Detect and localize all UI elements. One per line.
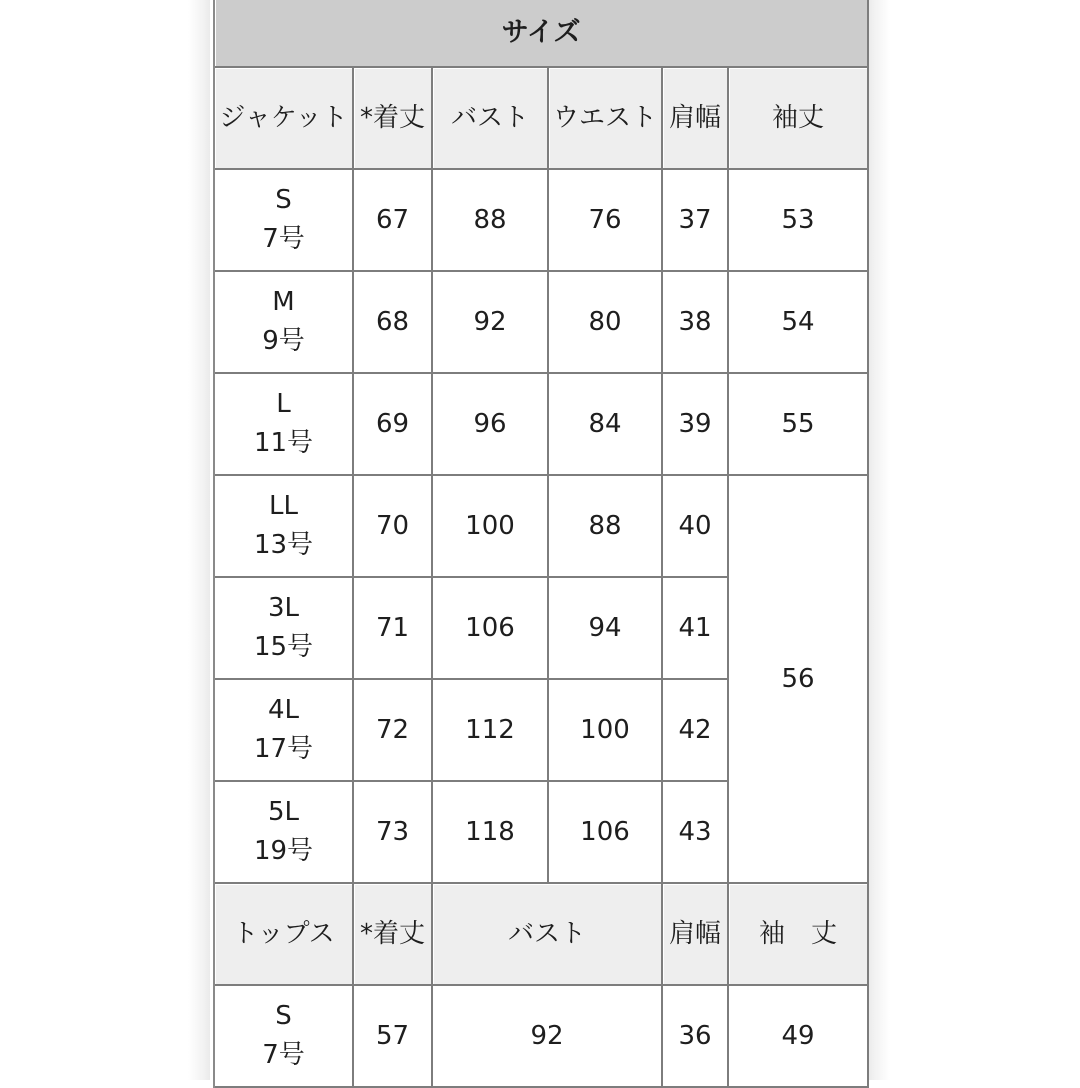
- size-number: 9号: [262, 326, 305, 356]
- size-cell: [215, 476, 354, 578]
- table-row: [215, 476, 869, 578]
- table-row: [215, 374, 869, 476]
- size-cell: [215, 578, 354, 680]
- bust-cell: 100: [433, 476, 549, 578]
- size-label: S: [275, 185, 292, 215]
- waist-cell: 88: [549, 476, 663, 578]
- size-table: [213, 0, 869, 1088]
- page-shadow-right: [868, 0, 890, 1080]
- size-cell: [215, 986, 354, 1088]
- sleeve-cell: 49: [729, 986, 869, 1088]
- bust-cell: 96: [433, 374, 549, 476]
- shoulder-cell: 36: [663, 986, 729, 1088]
- tops-header-bust: バスト: [433, 884, 663, 986]
- shoulder-cell: 38: [663, 272, 729, 374]
- size-label: S: [275, 1001, 292, 1031]
- bust-cell: 92: [433, 272, 549, 374]
- length-cell: 72: [354, 680, 433, 782]
- tops-header-sleeve-part2: 丈: [811, 918, 838, 949]
- title-row: [215, 0, 869, 68]
- size-cell: [215, 272, 354, 374]
- sleeve-cell-merged: 56: [729, 476, 869, 884]
- size-number: 17号: [253, 734, 314, 764]
- size-label: 5L: [267, 797, 300, 827]
- length-cell: 67: [354, 170, 433, 272]
- size-label: M: [272, 287, 295, 317]
- waist-cell: 94: [549, 578, 663, 680]
- table-row: [215, 170, 869, 272]
- jacket-header-waist: ウエスト: [549, 68, 663, 170]
- jacket-header-sleeve: 袖丈: [729, 68, 869, 170]
- size-number: 11号: [253, 428, 314, 458]
- size-number: 13号: [253, 530, 314, 560]
- bust-cell: 106: [433, 578, 549, 680]
- waist-cell: 84: [549, 374, 663, 476]
- length-cell: 57: [354, 986, 433, 1088]
- tops-header-category: トップス: [215, 884, 354, 986]
- sleeve-cell: 53: [729, 170, 869, 272]
- tops-header-sleeve: [729, 884, 869, 986]
- length-cell: 68: [354, 272, 433, 374]
- jacket-header-category: ジャケット: [215, 68, 354, 170]
- shoulder-cell: 41: [663, 578, 729, 680]
- page-shadow-left: [188, 0, 210, 1080]
- tops-header-row: [215, 884, 869, 986]
- size-label: LL: [269, 491, 298, 521]
- waist-cell: 80: [549, 272, 663, 374]
- jacket-header-bust: バスト: [433, 68, 549, 170]
- shoulder-cell: 39: [663, 374, 729, 476]
- size-label: 4L: [267, 695, 300, 725]
- size-cell: [215, 680, 354, 782]
- size-label: 3L: [267, 593, 300, 623]
- shoulder-cell: 43: [663, 782, 729, 884]
- length-cell: 73: [354, 782, 433, 884]
- tops-header-sleeve-part1: 袖: [759, 918, 786, 949]
- size-label: L: [276, 389, 291, 419]
- size-cell: [215, 170, 354, 272]
- size-number: 19号: [253, 836, 314, 866]
- jacket-header-row: [215, 68, 869, 170]
- sleeve-cell: 54: [729, 272, 869, 374]
- shoulder-cell: 40: [663, 476, 729, 578]
- bust-cell: 118: [433, 782, 549, 884]
- table-title: サイズ: [215, 0, 869, 68]
- waist-cell: 76: [549, 170, 663, 272]
- length-cell: 71: [354, 578, 433, 680]
- sleeve-cell: 55: [729, 374, 869, 476]
- size-number: 7号: [262, 224, 305, 254]
- table-row: [215, 986, 869, 1088]
- shoulder-cell: 37: [663, 170, 729, 272]
- size-cell: [215, 374, 354, 476]
- length-cell: 70: [354, 476, 433, 578]
- size-number: 15号: [253, 632, 314, 662]
- tops-header-length: *着丈: [354, 884, 433, 986]
- table-row: [215, 272, 869, 374]
- waist-cell: 100: [549, 680, 663, 782]
- bust-cell: 112: [433, 680, 549, 782]
- shoulder-cell: 42: [663, 680, 729, 782]
- bust-cell: 88: [433, 170, 549, 272]
- waist-cell: 106: [549, 782, 663, 884]
- size-number: 7号: [262, 1040, 305, 1070]
- length-cell: 69: [354, 374, 433, 476]
- bust-cell: 92: [433, 986, 663, 1088]
- jacket-header-shoulder: 肩幅: [663, 68, 729, 170]
- jacket-header-length: *着丈: [354, 68, 433, 170]
- tops-header-shoulder: 肩幅: [663, 884, 729, 986]
- size-cell: [215, 782, 354, 884]
